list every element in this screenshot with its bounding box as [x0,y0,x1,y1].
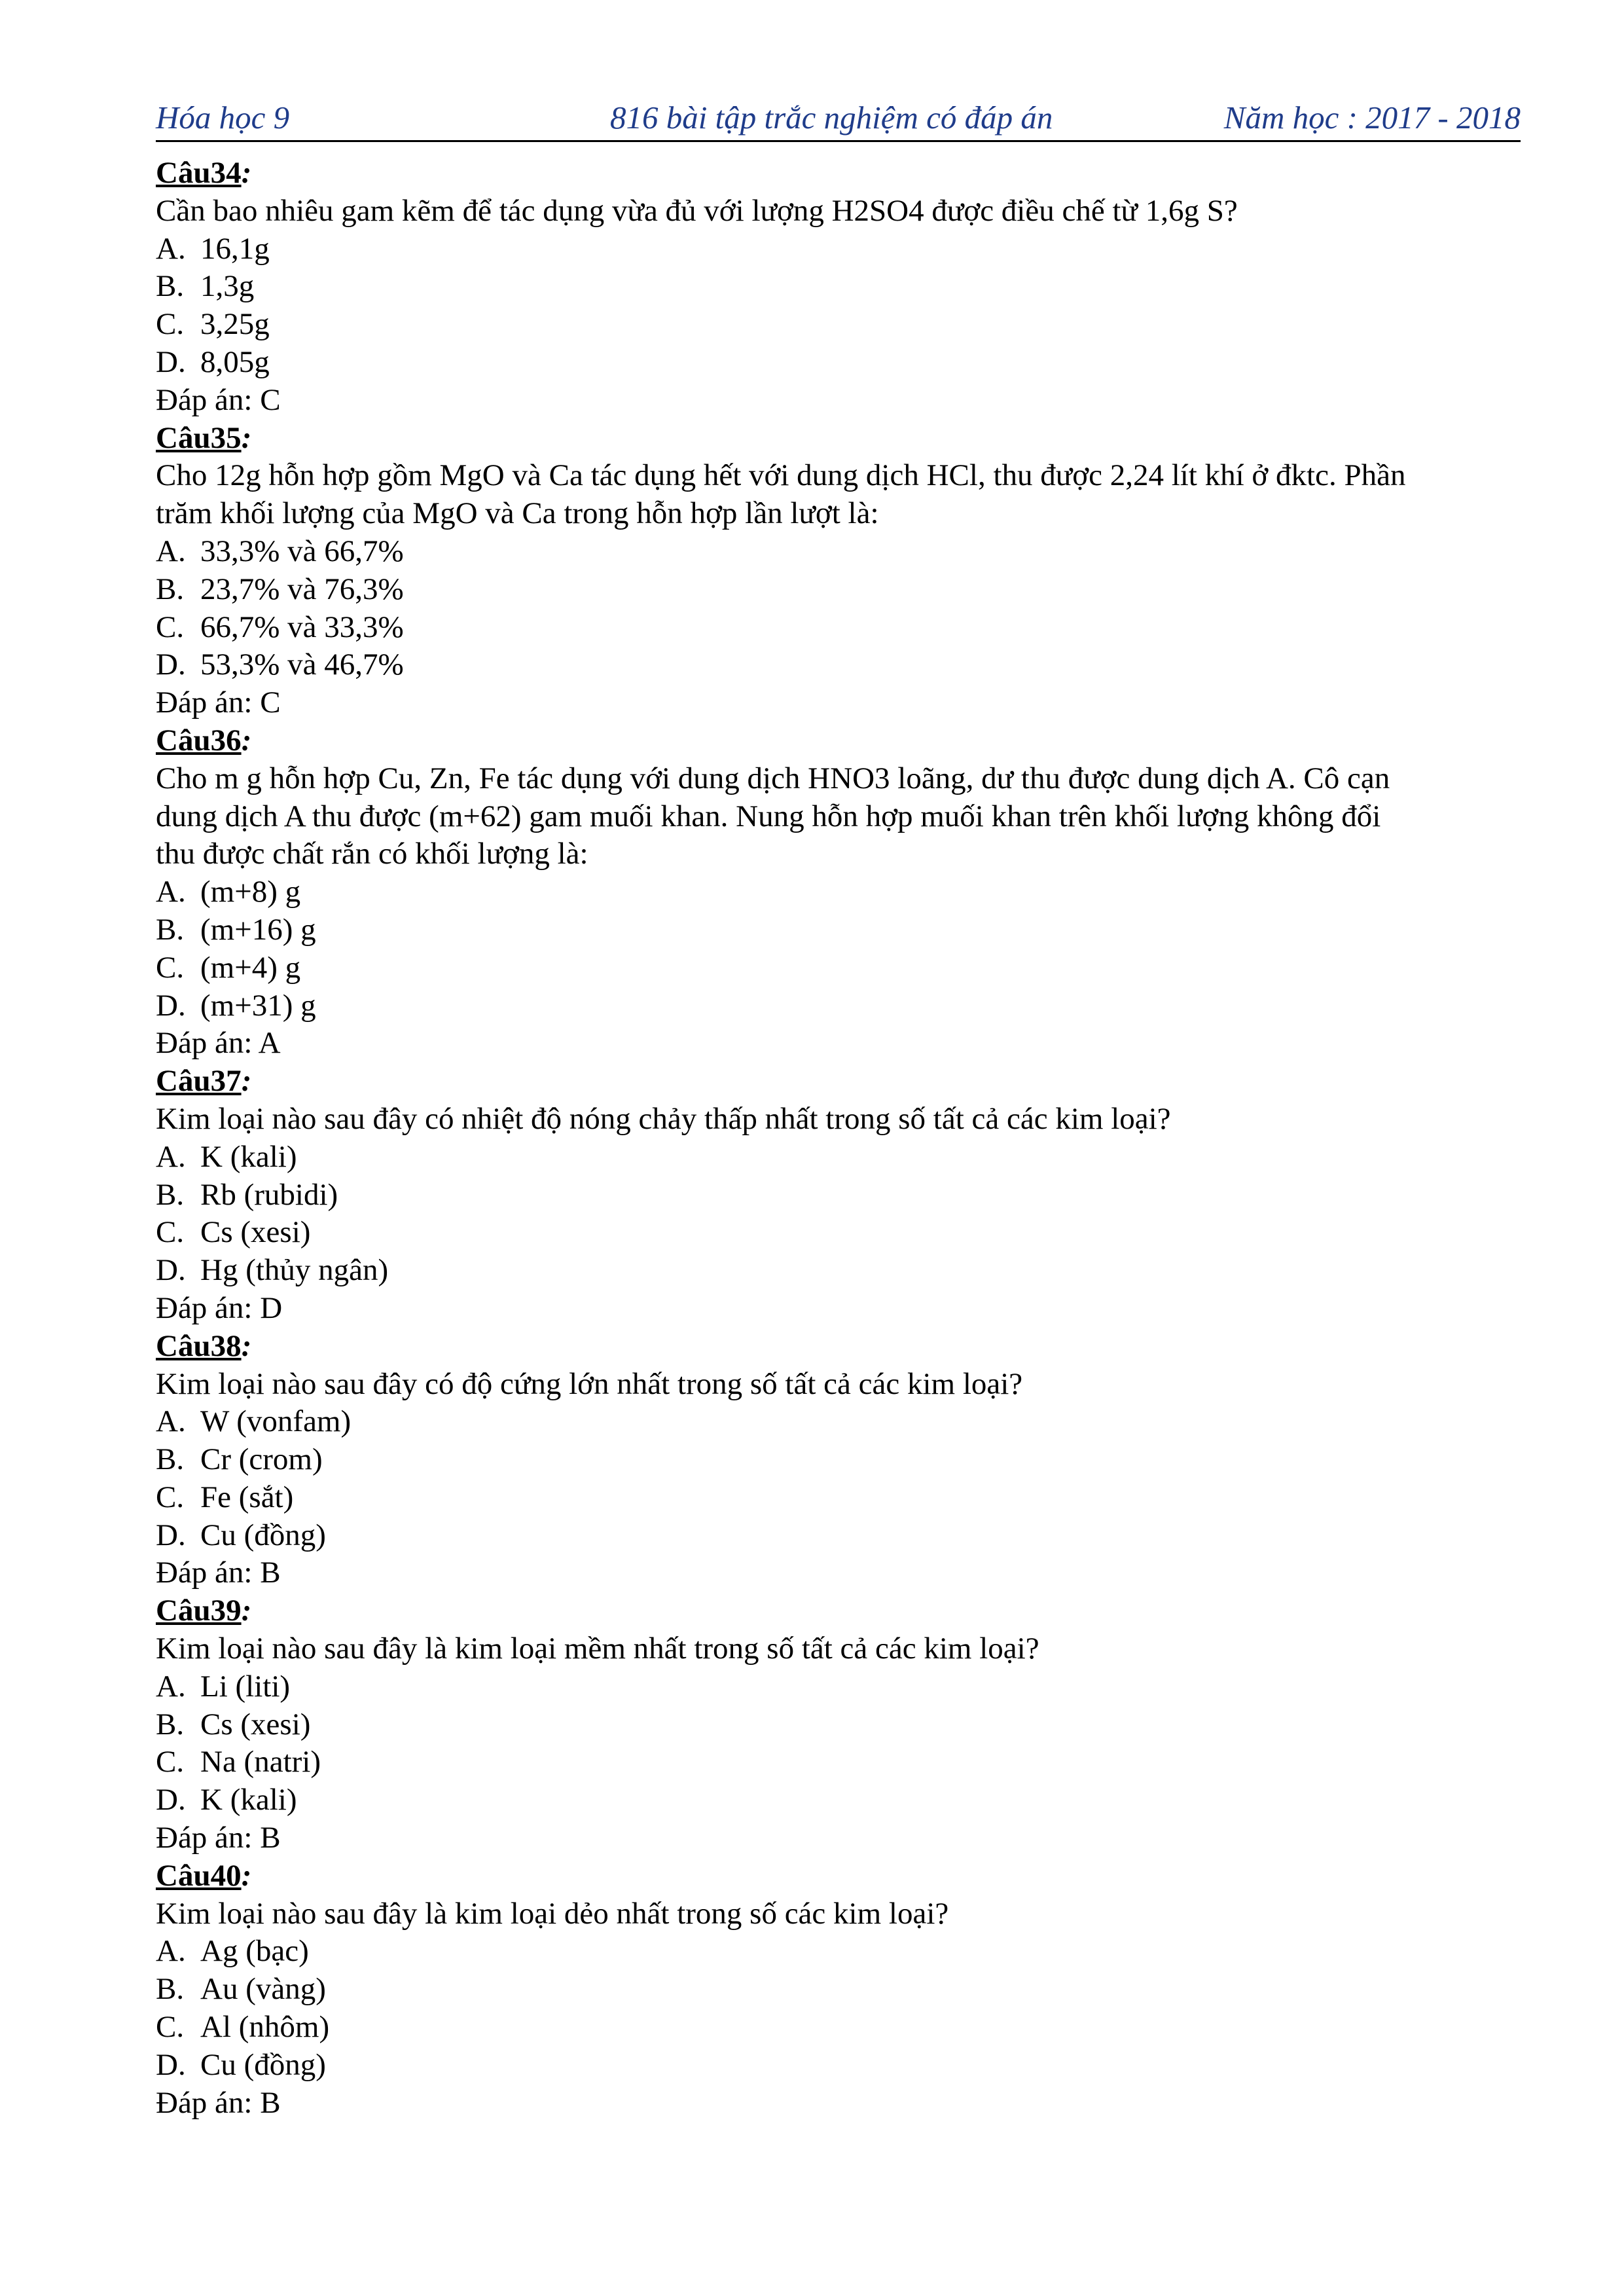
question-text: trăm khối lượng của MgO và Ca trong hỗn hợp lần lượt là: [156,496,879,531]
question-number-colon: : [241,156,252,190]
answer-option [156,1933,1521,1971]
option-letter: C. [156,1215,185,1250]
answer-option [156,911,1521,949]
option-text: Au (vàng) [200,1972,326,2007]
question-number-colon: : [241,723,252,757]
option-letter: D. [156,2047,186,2082]
header-school-year: Năm học : 2017 - 2018 [1223,100,1521,136]
correct-answer: Đáp án: B [156,1821,281,1855]
option-text: (m+4) g [200,950,301,985]
question-text: Cho m g hỗn hợp Cu, Zn, Fe tác dụng với dung dịch HNO3 loãng, dư thu được dung dịch A. Cô cạn [156,761,1390,795]
question-heading [156,420,1521,458]
answer-option [156,1781,1521,1819]
answer-option [156,230,1521,268]
question-number-colon: : [241,1594,252,1628]
question-block [156,420,1521,722]
question-text: Kim loại nào sau đây có độ cứng lớn nhất trong số tất cả các kim loại? [156,1366,1023,1401]
option-letter: B. [156,1972,185,2007]
option-text: (m+8) g [200,875,301,909]
correct-answer: Đáp án: D [156,1290,283,1325]
option-letter: D. [156,1783,186,1817]
option-letter: B. [156,572,185,606]
question-number: Câu36 [156,723,242,757]
option-text: K (kali) [200,1139,297,1174]
option-text: Cu (đồng) [200,2047,326,2082]
question-text: Kim loại nào sau đây là kim loại dẻo nhất trong số các kim loại? [156,1896,949,1931]
answer-option [156,2009,1521,2047]
question-block [156,1857,1521,2123]
question-block [156,1328,1521,1593]
answer-option [156,1403,1521,1441]
option-text: W (vonfam) [200,1404,352,1439]
option-letter: A. [156,1669,186,1704]
option-letter: D. [156,1253,186,1288]
answer-option [156,646,1521,684]
option-text: Hg (thủy ngân) [200,1253,389,1288]
option-text: Ag (bạc) [200,1934,309,1969]
correct-answer: Đáp án: C [156,685,281,720]
question-number: Câu40 [156,1858,242,1893]
answer-option [156,268,1521,306]
correct-answer: Đáp án: A [156,1026,281,1061]
question-text: Cho 12g hỗn hợp gồm MgO và Ca tác dụng hết với dung dịch HCl, thu được 2,24 lít khí ở đktc. Phần [156,458,1406,493]
answer-option [156,1139,1521,1176]
answer-option [156,1441,1521,1479]
answer-option [156,949,1521,987]
option-text: Cu (đồng) [200,1518,326,1552]
option-text: 66,7% và 33,3% [200,610,404,644]
option-letter: A. [156,534,186,568]
question-heading [156,1857,1521,1895]
question-text: Kim loại nào sau đây là kim loại mềm nhất trong số tất cả các kim loại? [156,1631,1039,1666]
option-letter: C. [156,1480,185,1514]
option-letter: D. [156,647,186,682]
answer-option [156,533,1521,571]
answer-option [156,1214,1521,1252]
header-subject: Hóa học 9 [156,100,290,136]
answer-option [156,1971,1521,2009]
question-number: Câu37 [156,1064,242,1099]
question-heading [156,155,1521,192]
option-text: (m+16) g [200,912,316,947]
option-text: Li (liti) [200,1669,291,1704]
option-text: 16,1g [200,231,270,266]
option-text: 3,25g [200,307,270,342]
question-block [156,722,1521,1063]
option-letter: D. [156,988,186,1023]
option-text: Fe (sắt) [200,1480,294,1514]
option-letter: B. [156,1707,185,1741]
question-text: Cần bao nhiêu gam kẽm để tác dụng vừa đủ với lượng H2SO4 được điều chế từ 1,6g S? [156,193,1238,228]
correct-answer: Đáp án: B [156,2085,281,2120]
question-list [156,155,1521,2122]
question-heading [156,722,1521,760]
answer-option [156,571,1521,609]
option-text: (m+31) g [200,988,316,1023]
option-text: Al (nhôm) [200,2010,330,2045]
option-text: K (kali) [200,1783,297,1817]
question-text: dung dịch A thu được (m+62) gam muối khan. Nung hỗn hợp muối khan trên khối lượng không đổi [156,799,1381,833]
answer-option [156,873,1521,911]
header-document-title: 816 bài tập trắc nghiệm có đáp án [610,100,1053,136]
answer-option [156,609,1521,647]
option-letter: D. [156,1518,186,1552]
option-letter: B. [156,269,185,304]
question-heading [156,1592,1521,1630]
answer-option [156,1176,1521,1214]
correct-answer: Đáp án: C [156,382,281,417]
question-number-colon: : [241,1064,252,1099]
page-header [156,98,1521,142]
option-letter: A. [156,875,186,909]
question-number: Câu35 [156,420,242,455]
answer-option [156,987,1521,1025]
question-heading [156,1328,1521,1366]
question-block [156,1592,1521,1857]
answer-option [156,1517,1521,1555]
answer-option [156,1668,1521,1706]
option-letter: A. [156,1934,186,1969]
option-letter: C. [156,307,185,342]
question-heading [156,1063,1521,1101]
option-text: 53,3% và 46,7% [200,647,404,682]
option-text: 33,3% và 66,7% [200,534,404,568]
answer-option [156,2047,1521,2085]
option-text: 8,05g [200,344,270,379]
option-letter: A. [156,1404,186,1439]
option-letter: C. [156,2010,185,2045]
question-number: Câu38 [156,1328,242,1363]
question-block [156,1063,1521,1328]
question-text: thu được chất rắn có khối lượng là: [156,837,588,871]
option-letter: A. [156,231,186,266]
option-text: Na (natri) [200,1745,321,1779]
answer-option [156,1479,1521,1517]
option-letter: A. [156,1139,186,1174]
question-block [156,155,1521,420]
question-text: Kim loại nào sau đây có nhiệt độ nóng chảy thấp nhất trong số tất cả các kim loại? [156,1101,1171,1136]
answer-option [156,1252,1521,1290]
question-number: Câu34 [156,156,242,190]
answer-option [156,1743,1521,1781]
option-text: 1,3g [200,269,255,304]
answer-option [156,344,1521,382]
option-letter: B. [156,912,185,947]
answer-option [156,1706,1521,1744]
question-number-colon: : [241,1858,252,1893]
option-letter: B. [156,1442,185,1477]
option-letter: C. [156,610,185,644]
option-letter: C. [156,950,185,985]
option-text: 23,7% và 76,3% [200,572,404,606]
question-number-colon: : [241,420,252,455]
question-number: Câu39 [156,1594,242,1628]
answer-option [156,306,1521,344]
option-letter: B. [156,1177,185,1212]
option-text: Cr (crom) [200,1442,323,1477]
option-letter: C. [156,1745,185,1779]
correct-answer: Đáp án: B [156,1556,281,1590]
option-letter: D. [156,344,186,379]
option-text: Cs (xesi) [200,1215,311,1250]
question-number-colon: : [241,1328,252,1363]
option-text: Cs (xesi) [200,1707,311,1741]
option-text: Rb (rubidi) [200,1177,338,1212]
